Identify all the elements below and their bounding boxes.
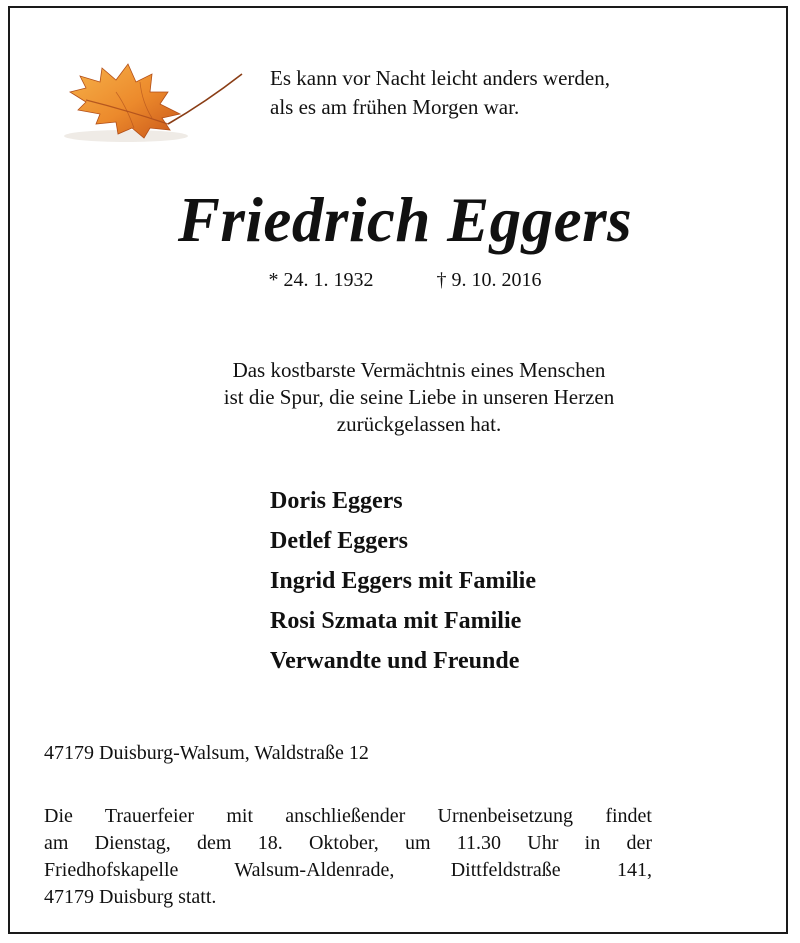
- service-line: Friedhofskapelle Walsum-Aldenrade, Dittfeldstraße 141,: [44, 859, 652, 881]
- mourner-name: Rosi Szmata mit Familie: [270, 608, 522, 634]
- motto-line: Es kann vor Nacht leicht anders werden,: [270, 66, 610, 90]
- memorial-quote: [10, 357, 800, 438]
- autumn-maple-leaf-icon: [56, 52, 246, 147]
- mourner-name: Ingrid Eggers mit Familie: [270, 568, 536, 594]
- obituary-notice: [8, 6, 788, 934]
- service-line: Die Trauerfeier mit anschließender Urnenbeisetzung findet: [44, 805, 652, 827]
- mourner-name: Doris Eggers: [270, 488, 403, 514]
- family-address: 47179 Duisburg-Walsum, Waldstraße 12: [44, 742, 369, 764]
- motto-line: als es am frühen Morgen war.: [270, 95, 520, 119]
- quote-line: ist die Spur, die seine Liebe in unseren Herzen: [223, 385, 615, 409]
- quote-line: zurückgelassen hat.: [336, 412, 502, 436]
- life-dates: [10, 266, 800, 294]
- service-line: am Dienstag, dem 18. Oktober, um 11.30 Uhr in der: [44, 832, 652, 854]
- funeral-service-info: [44, 803, 652, 911]
- motto-verse: [270, 64, 610, 122]
- quote-line: Das kostbarste Vermächtnis eines Menschen: [232, 358, 606, 382]
- mourners-list: [270, 481, 536, 681]
- birth-date: * 24. 1. 1932: [268, 269, 374, 291]
- death-date: † 9. 10. 2016: [436, 269, 542, 291]
- service-line: 47179 Duisburg statt.: [44, 886, 217, 908]
- mourner-name: Verwandte und Freunde: [270, 648, 520, 674]
- mourner-name: Detlef Eggers: [270, 528, 408, 554]
- deceased-name: Friedrich Eggers: [177, 185, 633, 255]
